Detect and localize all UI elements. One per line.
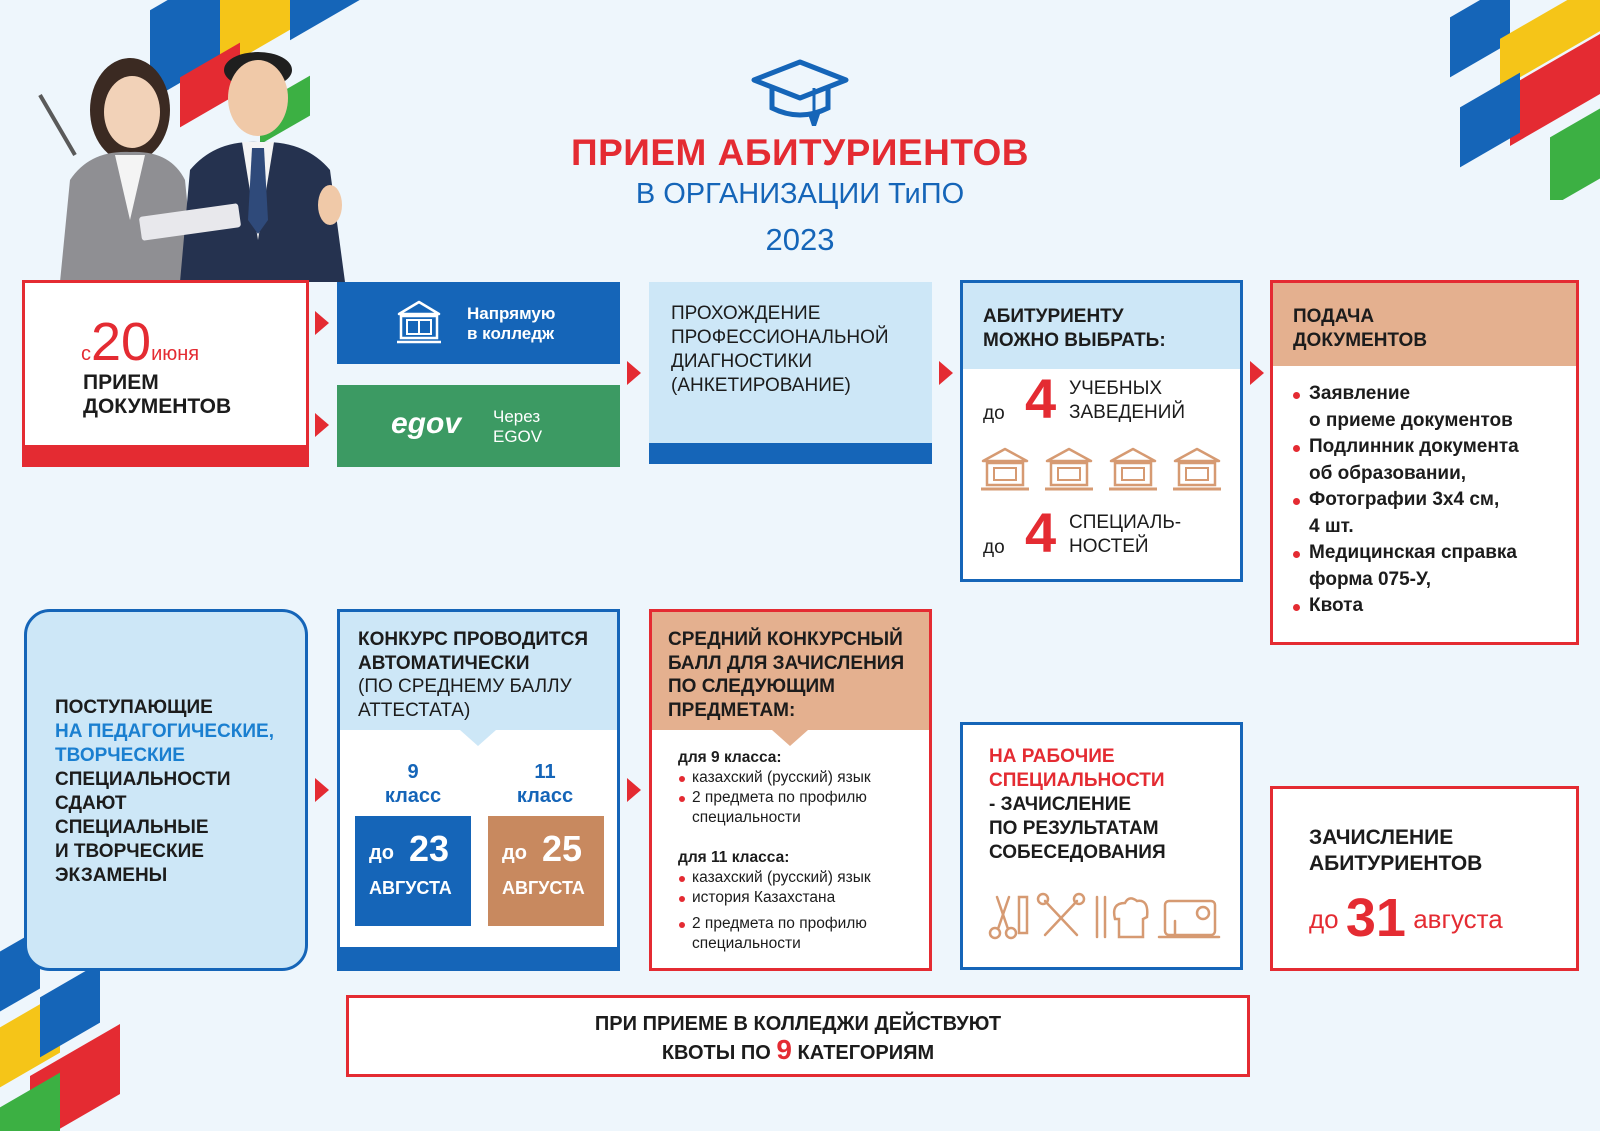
grade-num: 11	[534, 761, 556, 783]
college-channel	[337, 282, 620, 364]
quota-line	[349, 1034, 1247, 1066]
students-illustration	[30, 20, 350, 282]
diagnostics-line: ПРОХОЖДЕНИЕ	[671, 303, 821, 324]
enrollment-month: августа	[1413, 904, 1503, 934]
grade-word: класс	[384, 785, 442, 807]
working-line: - ЗАЧИСЛЕНИЕ	[989, 794, 1132, 815]
pedagogical-line: СПЕЦИАЛЬНЫЕ	[55, 817, 209, 838]
diagnostics-text	[671, 302, 889, 398]
diagnostics-line: ДИАГНОСТИКИ	[671, 351, 813, 372]
page-title: ПРИЕМ АБИТУРИЕНТОВ	[570, 132, 1030, 173]
documents-item: Фотографии 3х4 см,	[1293, 487, 1519, 514]
average-line: БАЛЛ ДЛЯ ЗАЧИСЛЕНИЯ	[668, 652, 905, 674]
college-line: Напрямую	[467, 304, 556, 323]
documents-list	[1293, 381, 1519, 620]
enrollment-line: АБИТУРИЕНТОВ	[1309, 852, 1483, 875]
arrow-right-icon	[315, 311, 329, 335]
start-date	[81, 311, 199, 373]
institution-icon	[1043, 443, 1095, 495]
deadline-month: АВГУСТА	[369, 878, 452, 898]
enrollment-day: 31	[1345, 888, 1406, 948]
deadline-day: 23	[409, 828, 450, 869]
deadline-grade-9	[355, 816, 471, 926]
working-line: СПЕЦИАЛЬНОСТИ	[989, 770, 1165, 791]
average-line: ПО СЛЕДУЮЩИМ	[668, 676, 835, 697]
start-date-prefix: с	[81, 343, 91, 365]
choose-label-line: ЗАВЕДЕНИЙ	[1069, 402, 1186, 423]
documents-item-cont: 4 шт.	[1309, 515, 1354, 537]
choose-label-line: СПЕЦИАЛЬ-	[1069, 512, 1182, 533]
contest-line: АВТОМАТИЧЕСКИ	[358, 652, 530, 674]
documents-item: Квота	[1293, 593, 1519, 620]
arrow-right-icon	[1250, 361, 1264, 385]
start-date-day: 20	[91, 312, 152, 372]
diagnostics-line: ПРОФЕССИОНАЛЬНОЙ	[671, 327, 889, 348]
choose-number: 4	[1025, 367, 1057, 430]
start-label	[83, 371, 231, 419]
documents-item: Подлинник документа	[1293, 434, 1519, 461]
pedagogical-line: ПОСТУПАЮЩИЕ	[55, 697, 213, 718]
choose-title-line: МОЖНО ВЫБРАТЬ:	[983, 330, 1166, 351]
contest-box	[337, 609, 620, 971]
contest-title	[358, 628, 588, 722]
choose-title-line: АБИТУРИЕНТУ	[983, 306, 1124, 327]
grade-word: класс	[516, 785, 574, 807]
header-notch	[772, 730, 808, 746]
start-date-box	[22, 280, 309, 467]
subject-item-cont: специальности	[692, 935, 801, 952]
documents-title-line: ПОДАЧА	[1293, 306, 1375, 327]
choose-label-line: УЧЕБНЫХ	[1069, 378, 1163, 399]
grade-num: 9	[407, 761, 419, 783]
documents-box	[1270, 280, 1579, 645]
header-notch	[460, 730, 496, 746]
institution-icon	[1171, 443, 1223, 495]
deadline-prefix: до	[502, 842, 527, 864]
average-line: ПРЕДМЕТАМ:	[668, 699, 796, 721]
choose-specialties-row	[983, 501, 1223, 564]
college-building-icon	[393, 296, 445, 348]
box-bottom-bar	[340, 947, 617, 968]
institution-icon	[1107, 443, 1159, 495]
enrollment-line: ЗАЧИСЛЕНИЕ	[1309, 826, 1454, 849]
institution-icon	[979, 443, 1031, 495]
subject-item-cont: специальности	[692, 809, 801, 826]
pedagogical-box	[24, 609, 308, 971]
enrollment-date	[1309, 887, 1503, 949]
page-subtitle: В ОРГАНИЗАЦИИ ТиПО	[635, 178, 965, 210]
decor-stripes-top-right	[1440, 0, 1600, 200]
choose-number: 4	[1025, 501, 1057, 564]
college-channel-label	[467, 304, 555, 344]
choose-box	[960, 280, 1243, 582]
contest-header	[340, 612, 617, 730]
start-label-line: ПРИЕМ	[83, 371, 159, 394]
enrollment-prefix: до	[1309, 904, 1339, 934]
grade-11-subjects	[678, 848, 871, 954]
average-score-box	[649, 609, 932, 971]
subject-item: 2 предмета по профилю	[678, 914, 871, 934]
arrow-right-icon	[939, 361, 953, 385]
pedagogical-text	[55, 696, 274, 888]
arrow-right-icon	[315, 413, 329, 437]
documents-title	[1293, 305, 1427, 353]
subject-item: казахский (русский) язык	[678, 768, 871, 788]
quota-number: 9	[776, 1034, 792, 1065]
subject-item: казахский (русский) язык	[678, 868, 871, 888]
choose-label-line: НОСТЕЙ	[1069, 536, 1149, 557]
quota-text	[349, 1012, 1247, 1066]
working-text	[989, 745, 1166, 865]
quota-line: ПРИ ПРИЕМЕ В КОЛЛЕДЖИ ДЕЙСТВУЮТ	[594, 1013, 1002, 1035]
documents-item-cont: об образовании,	[1309, 462, 1467, 484]
egov-channel-label	[493, 407, 542, 447]
start-label-line: ДОКУМЕНТОВ	[83, 395, 232, 418]
start-date-month: июня	[151, 343, 200, 365]
deadline-day: 25	[542, 828, 583, 869]
contest-line: (ПО СРЕДНЕМУ БАЛЛУ	[358, 676, 572, 697]
deadline-prefix: до	[369, 842, 394, 864]
pedagogical-line: НА ПЕДАГОГИЧЕСКИЕ,	[55, 721, 274, 742]
enrollment-box	[1270, 786, 1579, 971]
choose-title	[983, 305, 1166, 353]
subjects-title: для 11 класса:	[678, 849, 790, 866]
graduation-cap-icon	[750, 58, 850, 128]
documents-item: Заявление	[1293, 381, 1519, 408]
working-line: НА РАБОЧИЕ	[989, 746, 1115, 767]
box-bottom-bar	[649, 443, 932, 464]
choose-label	[1069, 377, 1209, 425]
box-bottom-bar	[22, 445, 309, 467]
working-line: СОБЕСЕДОВАНИЯ	[989, 842, 1166, 863]
choose-prefix: до	[983, 537, 1005, 558]
diagnostics-line: (АНКЕТИРОВАНИЕ)	[671, 375, 851, 396]
quota-before: КВОТЫ ПО	[661, 1042, 771, 1064]
arrow-right-icon	[627, 361, 641, 385]
working-line: ПО РЕЗУЛЬТАТАМ	[989, 818, 1159, 839]
choose-institutions-row	[983, 367, 1223, 430]
grade-9-subjects	[678, 748, 871, 828]
choose-label	[1069, 511, 1209, 559]
arrow-right-icon	[627, 778, 641, 802]
enrollment-title	[1309, 825, 1482, 877]
average-header	[652, 612, 929, 730]
egov-logo: egov	[391, 407, 462, 440]
subject-item: 2 предмета по профилю	[678, 788, 871, 808]
grade-11-label	[490, 760, 600, 808]
page-year: 2023	[765, 222, 835, 257]
contest-line: АТТЕСТАТА)	[358, 699, 471, 721]
egov-line: EGOV	[493, 427, 543, 446]
pedagogical-line: ЭКЗАМЕНЫ	[55, 865, 168, 886]
documents-header	[1273, 283, 1576, 366]
grade-9-label	[358, 760, 468, 808]
working-specialties-box	[960, 722, 1243, 970]
documents-title-line: ДОКУМЕНТОВ	[1293, 330, 1428, 351]
subjects-title: для 9 класса:	[678, 749, 782, 766]
trade-tools-icon	[987, 891, 1222, 943]
documents-item: Медицинская справка	[1293, 540, 1519, 567]
pedagogical-line: И ТВОРЧЕСКИЕ	[55, 841, 204, 862]
quota-banner	[346, 995, 1250, 1077]
average-title	[668, 628, 904, 722]
diagnostics-box	[649, 282, 932, 464]
average-line: СРЕДНИЙ КОНКУРСНЫЙ	[668, 629, 903, 650]
deadline-grade-11	[488, 816, 604, 926]
choose-prefix: до	[983, 403, 1005, 424]
choose-header	[963, 283, 1240, 369]
documents-item-cont: о приеме документов	[1309, 409, 1513, 431]
deadline-month: АВГУСТА	[502, 878, 585, 898]
quota-after: КАТЕГОРИЯМ	[797, 1042, 935, 1064]
arrow-right-icon	[315, 778, 329, 802]
egov-line: Через	[493, 407, 541, 426]
college-line: в колледж	[467, 324, 555, 343]
pedagogical-line: СПЕЦИАЛЬНОСТИ	[55, 769, 231, 790]
egov-channel	[337, 385, 620, 467]
subject-item: история Казахстана	[678, 888, 871, 908]
contest-line: КОНКУРС ПРОВОДИТСЯ	[358, 629, 588, 650]
pedagogical-line: ТВОРЧЕСКИЕ	[55, 745, 185, 766]
documents-item-cont: форма 075-У,	[1309, 568, 1431, 590]
pedagogical-line: СДАЮТ	[55, 793, 127, 814]
